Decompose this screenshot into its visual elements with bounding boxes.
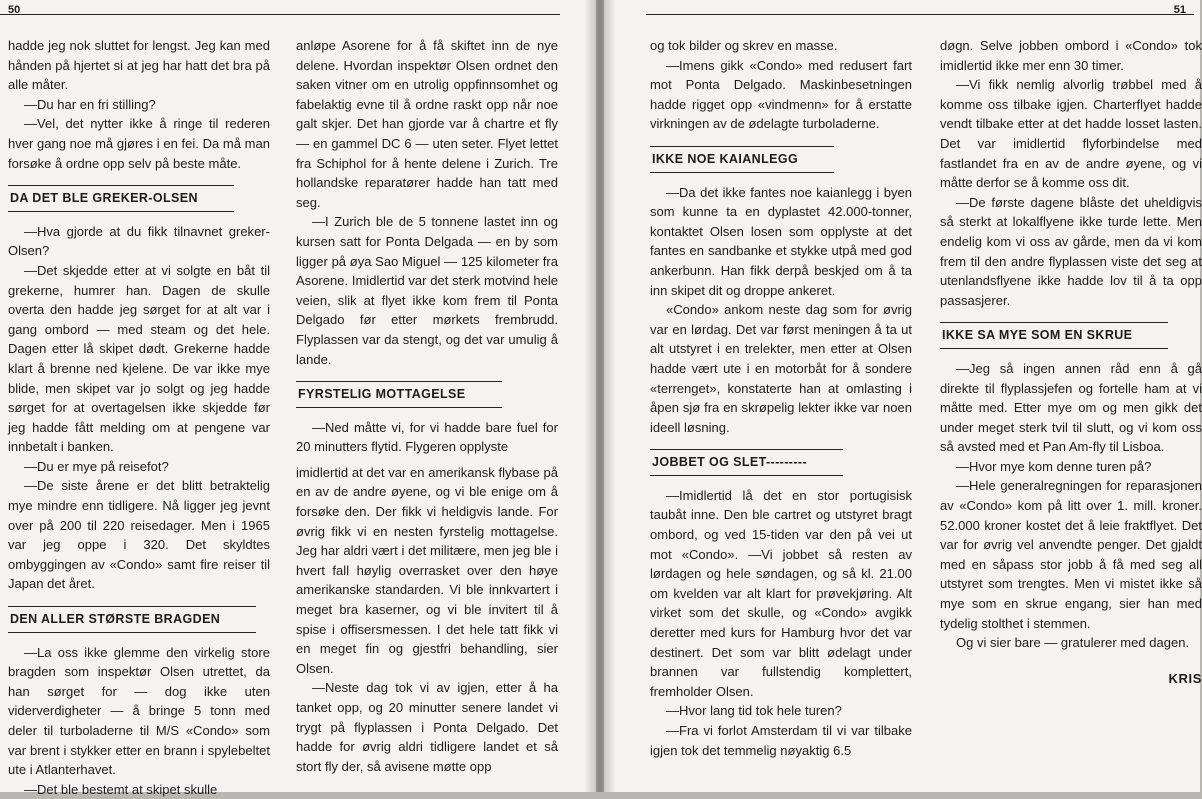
paragraph: —Fra vi forlot Amsterdam til vi var tilbake igjen tok det temmelig nøyaktig 6.5: [650, 723, 912, 758]
page-number: 50: [8, 4, 21, 16]
section-heading: FYRSTELIG MOTTAGELSE: [296, 381, 502, 408]
paragraph: —Det ble bestemt at skipet skulle: [24, 781, 218, 797]
paragraph: —De første dagene blåste det uheldigvis så sterkt at lokalflyene ikke turde lette. Men endelig kom vi oss av gårde, men da vi kom frem til den andre flyplassen viste det seg at utenlandsflyene ikke hadde lov til å ta opp passasjerer.: [940, 194, 1202, 308]
author-signature: KRIS: [1168, 670, 1202, 686]
paragraph: og tok bilder og skrev en masse.: [650, 38, 838, 53]
section-heading: JOBBET OG SLET---------: [650, 449, 843, 476]
paragraph: —Imidlertid lå det en stor portugisisk taubåt inne. Den ble cartret og utstyret bragt ombord, og ved 15-tiden var den på vei ut mot «Condo». —Vi jobbet så resten av lørdagen og hele søndagen, og så kl. 21.00 om kvelden var alt klart for prøvekjøring. Alt virket som det skulle, og «Condo» avgikk deretter med kurs for Hamburg hvor det var destinert. Det som var blitt ødelagt under brannen var fullstendig komplettert, fremholder Olsen.: [650, 487, 912, 699]
paragraph: —Vel, det nytter ikke å ringe til rederen hver gang noe må gjøres i en fei. Da må man forsøke å ordne opp selv på beste måte.: [8, 116, 270, 171]
paragraph: «Condo» ankom neste dag som for øvrig var en lørdag. Det var først meningen å ta ut alt utstyret i en trelekter, men etter at Olsen hadde vært ute i en motorbåt for å sondere «terrenget», konstaterte han at omlasting i åpen sjø fra en skrøpelig lekter ikke var noen ideell løsning.: [650, 302, 912, 435]
paragraph: —Du har en fri stilling?: [24, 96, 156, 112]
paragraph: —Imens gikk «Condo» med redusert fart mot Ponta Delgado. Maskinbesetningen hadde rigget opp «vindmenn» for å erstatte virkningen av de ødelagte turboladerne.: [650, 57, 912, 132]
paragraph: —I Zurich ble de 5 tonnene lastet inn og kursen satt for Ponta Delgada — en by som ligger på øya Sao Miguel — 125 kilometer fra Asorene. Imidlertid var det sterk motvind hele veien, slik at flyet ikke kom frem til Ponta Delgado før etter mørkets frembrudd. Flyplassen var da stengt, og det var umulig å lande.: [296, 214, 558, 367]
paragraph: —Da det ikke fantes noe kaianlegg i byen som kunne ta en dyplastet 42.000-tonner, kontaktet Olsen losen som opplyste at det fantes en sandbanke et stykke utpå med god ankerbunn. Han fikk derpå beskjed om å ta inn skipet dit og droppe ankeret.: [650, 184, 912, 298]
paragraph: —La oss ikke glemme den virkelig store bragden som inspektør Olsen utrettet, da han sørget for — dog ikke uten viderverdigheter — å bringe 5 tonn med deler til turboladerne til M/S «Condo» som var brent i stykker etter en brann i spylebeltet ute i Atlanterhavet.: [8, 644, 270, 778]
paragraph: —Du er mye på reisefot?: [24, 458, 169, 474]
paragraph: —Hva gjorde at du fikk tilnavnet greker-Olsen?: [8, 223, 270, 259]
paragraph: døgn. Selve jobben ombord i «Condo» tok imidlertid ikke mer enn 30 timer.: [940, 38, 1202, 73]
paragraph: —Neste dag tok vi av igjen, etter å ha tanket opp, og 20 minutter senere landet vi trygt på flyplassen i Ponta Delgado. Det hadde for øvrig aldri tidligere landet et så stort fly der, så avisene møtte opp: [296, 680, 558, 774]
column-1: [650, 36, 912, 788]
paragraph: —Det skjedde etter at vi solgte en båt til grekerne, humrer han. Dagen de skulle overta den hadde jeg sørget for at alt var i gang ombord — med steam og det hele. Dagen etter lå skipet dødt. Grekerne hadde klart å brenne ned kjelene. De var ikke mye blide, men skipet var jo solgt og jeg hadde sørget for at overtagelsen ikke skjedde før jeg hadde fått melding om at pengene var innbetalt i banken.: [8, 262, 270, 455]
column-2: [940, 36, 1202, 788]
section-heading: IKKE SA MYE SOM EN SKRUE: [940, 322, 1168, 349]
paragraph: —Ned måtte vi, for vi hadde bare fuel for 20 minutters flytid. Flygeren opplyste: [296, 419, 558, 455]
paragraph: imidlertid at det var en amerikansk flybase på en av de andre øyene, og vi ble enige om å forsøke den. Der fikk vi heldigvis lande. For øvrig fikk vi en nesten fyrstelig mottagelse. Jeg har aldri vært i det militære, men jeg ble i hvert fall høylig overrasket over den høye amerikanske standarden. Vi ble innkvartert i meget bra kaserner, og vi ble invitert til å spise i offisersmessen. I det hele tatt fikk vi en meget fin og gjestfri behandling, sier Olsen.: [296, 464, 558, 676]
right-page: [604, 0, 1200, 792]
paragraph: —Hvor lang tid tok hele turen?: [666, 703, 842, 719]
column-2: [296, 36, 558, 788]
section-heading: DA DET BLE GREKER-OLSEN: [8, 185, 234, 212]
paragraph: —Hele generalregningen for reparasjonen av «Condo» kom på litt over 1. mill. kroner. 52.000 kroner kostet det å leie fraktflyet. Det var for øvrig vel anvendte penger. Det gjaldt med en såpass stor jobb å få med seg all utstyret som trengtes. Men vi mistet ikke så mye som en skrue engang, sier han med tydelig stolthet i stemmen.: [940, 478, 1202, 631]
paragraph: —Hvor mye kom denne turen på?: [956, 458, 1152, 474]
paragraph: —De siste årene er det blitt betraktelig mye mindre enn tidligere. Nå ligger jeg jevnt over på 200 til 220 reisedager. Men i 1965 var jeg oppe i 320. Det skyldtes ombyggingen av «Condo» samt fire reiser til Japan det året.: [8, 478, 270, 592]
left-page: [0, 0, 596, 797]
paragraph: Og vi sier bare — gratulerer med dagen.: [956, 635, 1190, 651]
paragraph: —Jeg så ingen annen råd enn å gå direkte til flyplassjefen og fortelle ham at vi måtte med. Etter mye om og men gikk det under meget sterk tvil til slutt, og vi kom oss så avsted med et Pan Am-fly til Lisboa.: [940, 360, 1202, 455]
header-rule: [646, 14, 1194, 15]
header-rule: [0, 14, 560, 15]
paragraph: hadde jeg nok sluttet for lengst. Jeg kan med hånden på hjertet si at jeg har hatt det bra på alle måter.: [8, 38, 270, 93]
paragraph: anløpe Asorene for å få skiftet inn de nye delene. Hvordan inspektør Olsen ordnet den saken vitner om en utrolig oppfinnsomhet og fabelaktig evne til å ordne raskt opp når noe galt skjer. Det han gjorde var å chartre et fly — en gammel DC 6 — uten seter. Flyet lettet fra Schiphol for å hente delene i Zurich. Tre hollandske reparatører hadde han tatt med seg.: [296, 38, 558, 210]
paragraph: —Vi fikk nemlig alvorlig trøbbel med å komme oss tilbake igjen. Charterflyet hadde vendt tilbake etter at det hadde losset lasten. Det var imidlertid flyforbindelse med fastlandet fra en av de andre øyene, og vi måtte derfor se å komme oss dit.: [940, 77, 1202, 191]
page-number: 51: [1173, 4, 1186, 16]
section-heading: DEN ALLER STØRSTE BRAGDEN: [8, 606, 256, 633]
section-heading: IKKE NOE KAIANLEGG: [650, 146, 834, 173]
column-1: [8, 36, 270, 797]
